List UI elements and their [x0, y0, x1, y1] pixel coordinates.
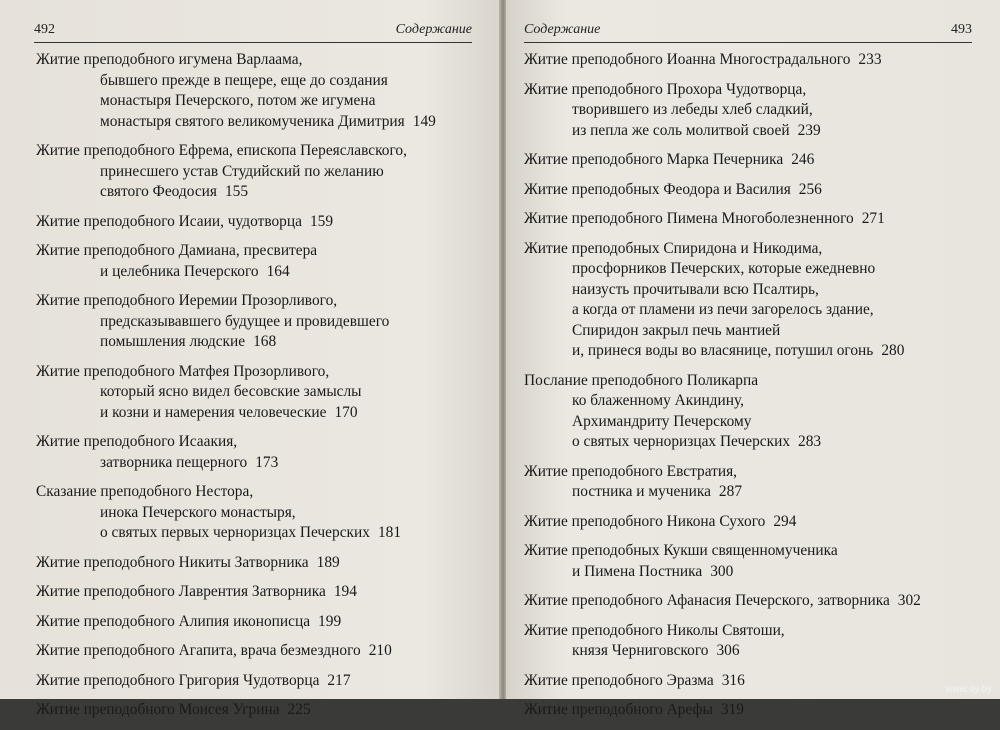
toc-page-number: 256 [798, 180, 822, 198]
toc-entry-last-line [524, 341, 974, 362]
toc-entry-text: Житие преподобного Матфея Прозорливого, [36, 362, 330, 380]
toc-entry-text: Житие преподобного Никона Сухого [524, 512, 766, 530]
toc-entry-text: Житие преподобного Николы Святоши, [524, 621, 785, 639]
toc-page-number: 155 [224, 183, 249, 200]
toc-entry-line [524, 391, 974, 412]
toc-page-number: 189 [316, 553, 340, 571]
running-title: Содержание [395, 22, 472, 37]
toc-entry-text: Житие преподобного Иеремии Прозорливого, [36, 292, 338, 309]
toc-entry-text: Житие преподобного Исаакия, [36, 433, 238, 450]
toc-entry [36, 141, 472, 203]
toc-entry-line [36, 382, 472, 403]
toc-page-number: 210 [368, 642, 392, 659]
toc-entry [524, 239, 974, 362]
left-page [0, 0, 500, 718]
toc-entry [36, 641, 472, 662]
toc-entry-line [36, 91, 472, 112]
toc-entry-line [36, 482, 472, 503]
toc-entry-last-line [36, 641, 472, 662]
toc-entry-text: Житие преподобного Григория Чудотворца [36, 671, 320, 689]
toc-entry-text: а когда от пламени из печи загорелось здание, [572, 301, 874, 318]
toc-list [36, 50, 472, 730]
toc-entry-last-line [524, 641, 974, 662]
toc-entry-line [36, 241, 472, 262]
toc-entry-last-line [36, 700, 472, 721]
toc-entry-text: Житие преподобного Прохора Чудотворца, [524, 80, 807, 98]
toc-entry-text: Житие преподобного Никиты Затворника [36, 553, 309, 571]
toc-entry [36, 482, 472, 544]
toc-entry-line [36, 503, 472, 524]
toc-entry-text: инока Печерского монастыря, [100, 503, 296, 521]
toc-entry-text: Житие преподобного Арефы [524, 701, 713, 718]
toc-entry-last-line [36, 523, 472, 544]
toc-entry-line [36, 71, 472, 92]
toc-entry-text: бывшего прежде в пещере, еще до создания [100, 71, 388, 89]
toc-entry-last-line [524, 562, 974, 583]
toc-entry-line [36, 312, 472, 333]
toc-entry [36, 362, 472, 424]
toc-entry [524, 180, 974, 201]
toc-page-number: 217 [327, 671, 351, 689]
toc-entry-line [524, 259, 974, 280]
toc-entry-line [524, 541, 974, 562]
toc-entry-last-line [36, 112, 472, 133]
toc-entry-text: творившего из лебеды хлеб сладкий, [572, 101, 813, 118]
toc-entry-last-line [36, 671, 472, 692]
toc-page-number: 280 [881, 342, 905, 359]
toc-entry-text: Житие преподобного игумена Варлаама, [36, 51, 303, 68]
toc-entry-last-line [524, 150, 974, 171]
toc-page-number: 300 [710, 562, 734, 580]
toc-entry-line [524, 80, 974, 101]
toc-entry-line [524, 280, 974, 301]
toc-entry [524, 671, 974, 692]
toc-entry [36, 553, 472, 574]
toc-entry-last-line [524, 180, 974, 201]
toc-entry-text: Житие преподобного Евстратия, [524, 462, 738, 480]
toc-entry-line [36, 50, 472, 71]
watermark: www.ay.by [944, 684, 992, 695]
toc-entry-line [36, 162, 472, 183]
toc-page-number: 199 [318, 612, 342, 630]
toc-entry-last-line [36, 182, 472, 203]
toc-entry [524, 700, 974, 721]
toc-entry [524, 209, 974, 230]
toc-entry-last-line [524, 671, 974, 692]
toc-entry-text: помышления людские [100, 333, 246, 350]
toc-entry [36, 241, 472, 282]
toc-entry-line [36, 291, 472, 312]
toc-entry-text: Послание преподобного Поликарпа [524, 371, 759, 389]
toc-entry [36, 291, 472, 353]
toc-entry-last-line [36, 612, 472, 633]
toc-entry-line [524, 100, 974, 121]
left-page-header [34, 18, 472, 43]
toc-entry-last-line [524, 432, 974, 453]
toc-entry-line [36, 141, 472, 162]
toc-page-number: 316 [721, 671, 745, 689]
toc-page-number: 149 [412, 112, 436, 130]
toc-entry-line [524, 300, 974, 321]
toc-entry-text: Архимандриту Печерскому [572, 412, 752, 430]
toc-entry-line [36, 432, 472, 453]
toc-entry-text: Житие преподобного Дамиана, пресвитера [36, 242, 318, 259]
toc-list [524, 50, 974, 730]
toc-entry-last-line [524, 512, 974, 533]
toc-entry-last-line [524, 700, 974, 721]
right-page [506, 0, 1000, 718]
toc-page-number: 246 [791, 151, 815, 168]
toc-page-number: 170 [334, 403, 358, 421]
toc-entry-line [524, 462, 974, 483]
toc-page-number: 271 [861, 210, 885, 227]
toc-entry [36, 432, 472, 473]
toc-entry-text: ко блаженному Акиндину, [572, 392, 744, 409]
toc-page-number: 287 [718, 483, 743, 500]
toc-page-number: 306 [716, 642, 740, 659]
toc-entry [524, 512, 974, 533]
toc-entry-text: предсказывавшего будущее и провидевшего [100, 312, 390, 330]
toc-entry-text: монастыря святого великомученика Димитрия [100, 112, 405, 130]
toc-entry-line [524, 239, 974, 260]
toc-page-number: 164 [266, 262, 290, 280]
toc-entry-text: Спиридон закрыл печь мантией [572, 321, 781, 339]
toc-page-number: 283 [798, 433, 822, 450]
toc-entry-text: из пепла же соль молитвой своей [572, 121, 790, 139]
toc-entry-last-line [524, 482, 974, 503]
toc-entry-line [524, 621, 974, 642]
toc-entry [524, 50, 974, 71]
toc-page-number: 173 [255, 453, 279, 471]
toc-entry-text: и, принеся воды во власянице, потушил огонь [572, 342, 874, 359]
toc-entry-last-line [36, 262, 472, 283]
toc-entry [36, 50, 472, 132]
toc-entry [36, 700, 472, 721]
toc-entry-text: Житие преподобного Лаврентия Затворника [36, 583, 326, 600]
toc-entry-text: Житие преподобных Спиридона и Никодима, [524, 239, 823, 257]
page-number: 493 [951, 22, 972, 37]
toc-entry-text: святого Феодосия [100, 183, 217, 200]
page-number: 492 [34, 22, 55, 37]
toc-entry-last-line [524, 50, 974, 71]
toc-entry [524, 541, 974, 582]
toc-entry-text: монастыря Печерского, потом же игумена [100, 92, 376, 109]
toc-entry-last-line [524, 209, 974, 230]
toc-entry-line [36, 362, 472, 383]
toc-entry-last-line [36, 453, 472, 474]
toc-entry-text: постника и мученика [572, 483, 711, 500]
toc-entry-last-line [524, 591, 974, 612]
running-title: Содержание [524, 22, 601, 37]
toc-entry-line [524, 371, 974, 392]
toc-page-number: 159 [309, 212, 334, 230]
toc-entry-last-line [36, 332, 472, 353]
toc-page-number: 168 [253, 333, 277, 350]
toc-entry-text: Житие преподобного Иоанна Многострадального [524, 51, 851, 68]
toc-entry-line [524, 321, 974, 342]
toc-entry-text: Житие преподобного Исаии, чудотворца [36, 212, 302, 230]
toc-entry-last-line [36, 403, 472, 424]
toc-entry-text: и козни и намерения человеческие [100, 403, 327, 421]
toc-page-number: 181 [377, 524, 402, 541]
toc-entry-text: Житие преподобного Пимена Многоболезненного [524, 210, 854, 227]
toc-page-number: 239 [797, 121, 821, 139]
toc-page-number: 225 [287, 701, 311, 718]
toc-entry-text: и целебника Печерского [100, 262, 259, 280]
toc-entry-text: Житие преподобного Ефрема, епископа Переяславского, [36, 142, 407, 159]
toc-page-number: 302 [897, 592, 921, 609]
toc-entry-text: Житие преподобного Эразма [524, 671, 714, 689]
toc-page-number: 233 [858, 51, 882, 68]
toc-page-number: 194 [333, 583, 357, 600]
toc-entry [36, 212, 472, 233]
toc-entry [36, 671, 472, 692]
toc-entry-text: просфорников Печерских, которые ежедневно [572, 260, 876, 277]
toc-entry-last-line [524, 121, 974, 142]
toc-entry-text: Житие преподобного Агапита, врача безмездного [36, 642, 361, 659]
toc-entry-last-line [36, 582, 472, 603]
toc-entry-text: Житие преподобного Моисея Угрина [36, 701, 280, 718]
toc-entry-text: затворника пещерного [100, 453, 248, 471]
toc-entry-text: принесшего устав Студийский по желанию [100, 162, 384, 180]
toc-entry-text: о святых первых черноризцах Печерских [100, 524, 370, 541]
toc-entry-text: о святых черноризцах Печерских [572, 433, 791, 450]
right-page-header [524, 18, 972, 43]
toc-entry-last-line [36, 212, 472, 233]
toc-entry-text: который ясно видел бесовские замыслы [100, 383, 362, 400]
toc-entry-last-line [36, 553, 472, 574]
toc-entry-text: наизусть прочитывали всю Псалтирь, [572, 280, 819, 298]
toc-entry-text: Сказание преподобного Нестора, [36, 483, 254, 500]
toc-entry [524, 621, 974, 662]
toc-entry-text: Житие преподобного Марка Печерника [524, 151, 784, 168]
toc-entry-text: Житие преподобных Кукши священномученика [524, 542, 838, 559]
toc-entry-text: Житие преподобного Афанасия Печерского, затворника [524, 592, 890, 609]
toc-entry-text: Житие преподобных Феодора и Василия [524, 180, 791, 198]
toc-entry [36, 582, 472, 603]
toc-entry [524, 371, 974, 453]
toc-entry-text: и Пимена Постника [572, 562, 703, 580]
toc-page-number: 319 [720, 701, 744, 718]
toc-entry [524, 80, 974, 142]
toc-entry [524, 150, 974, 171]
toc-entry-line [524, 412, 974, 433]
toc-entry [36, 612, 472, 633]
toc-entry-text: Житие преподобного Алипия иконописца [36, 612, 311, 630]
toc-entry [524, 462, 974, 503]
toc-page-number: 294 [773, 512, 797, 530]
toc-entry [524, 591, 974, 612]
toc-entry-text: князя Черниговского [572, 642, 709, 659]
